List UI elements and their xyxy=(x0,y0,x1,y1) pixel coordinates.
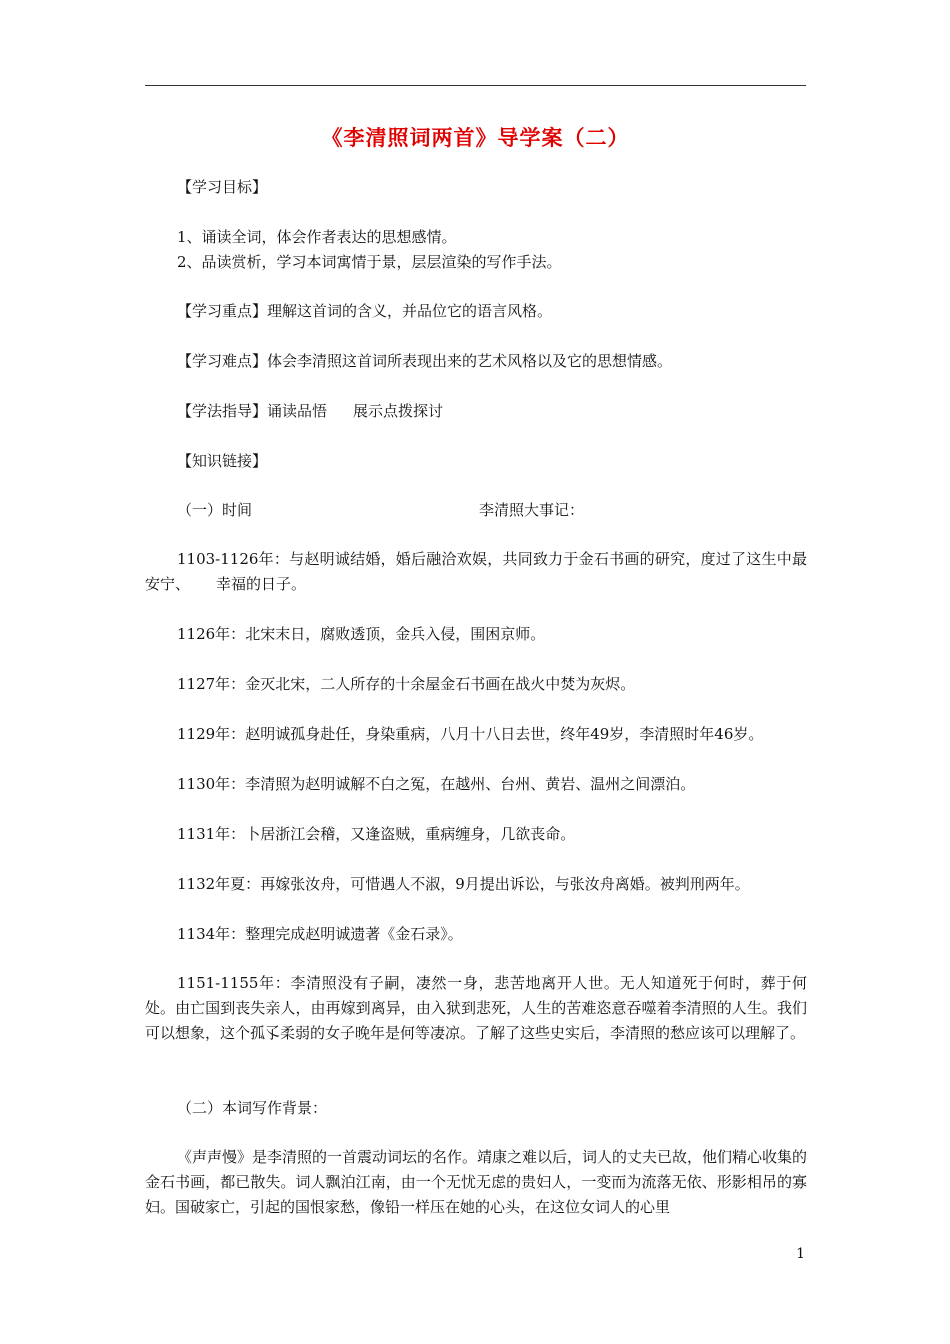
section1-label: （一）时间 xyxy=(177,501,253,519)
event-year: 1131年： xyxy=(177,825,246,843)
event-text-cont: 幸福的日子。 xyxy=(216,575,307,593)
method-label: 【学法指导】 xyxy=(177,402,268,420)
difficulty-line xyxy=(177,349,672,373)
method-part1: 诵读品悟 xyxy=(267,402,328,420)
event-year: 1151-1155年： xyxy=(177,974,291,992)
event-year: 1126年： xyxy=(177,625,246,643)
section2-label: （二）本词写作背景： xyxy=(177,1099,328,1117)
event-1129 xyxy=(145,722,807,747)
event-text: 卜居浙江会稽，又逢盗贼，重病缠身，几欲丧命。 xyxy=(245,825,576,843)
event-1134 xyxy=(145,922,807,947)
focus-label: 【学习重点】 xyxy=(177,302,268,320)
goal-item-2: 2、品读赏析，学习本词寓情于景，层层渲染的写作手法。 xyxy=(177,253,562,271)
knowledge-heading: 【知识链接】 xyxy=(177,452,268,470)
method-line xyxy=(177,399,443,423)
event-1126 xyxy=(145,622,807,647)
goals-heading: 【学习目标】 xyxy=(177,178,268,196)
event-year: 1132年夏： xyxy=(177,875,261,893)
event-year: 1134年： xyxy=(177,925,246,943)
event-year: 1129年： xyxy=(177,725,246,743)
event-text: 与赵明诚结婚，婚后融洽欢娱，共同致力于金石书画的研究，度过了这生中最安宁、 xyxy=(145,550,807,593)
page-number: 1 xyxy=(796,1246,805,1262)
event-1127 xyxy=(145,672,807,697)
difficulty-text: 体会李清照这首词所表现出来的艺术风格以及它的思想情感。 xyxy=(267,352,673,370)
event-year: 1127年： xyxy=(177,675,246,693)
event-text: 李清照没有子嗣，凄然一身，悲苦地离开人世。无人知道死于何时，葬于何处。由亡国到丧失亲人，由再嫁到离异，由入狱到悲死，人生的苦难恣意吞噬着李清照的人生。我们可以想象，这个孤孓柔弱的女子晚年是何等凄凉。了解了这些史实后，李清照的愁应该可以理解了。 xyxy=(145,974,807,1042)
background-paragraph: 《声声慢》是李清照的一首震动词坛的名作。靖康之难以后，词人的丈夫已故，他们精心收集的金石书画，都已散失。词人飘泊江南，由一个无忧无虑的贵妇人，一变而为流落无依、形影相吊的寡妇。国破家亡，引起的国恨家愁，像铅一样压在她的心头，在这位女词人的心里 xyxy=(145,1148,808,1216)
event-text: 李清照为赵明诚解不白之冤，在越州、台州、黄岩、温州之间漂泊。 xyxy=(245,775,696,793)
section1-title: 李清照大事记： xyxy=(479,501,585,519)
event-1132 xyxy=(145,872,807,897)
event-year: 1103-1126年： xyxy=(177,550,290,568)
header-rule xyxy=(145,85,806,86)
event-year: 1130年： xyxy=(177,775,246,793)
method-part2: 展示点拨探讨 xyxy=(353,402,444,420)
event-text: 北宋末日，腐败透顶，金兵入侵，围困京师。 xyxy=(245,625,546,643)
event-1103 xyxy=(145,547,807,597)
goal-item-1: 1、诵读全词，体会作者表达的思想感情。 xyxy=(177,228,457,246)
event-text-cont: 终年49岁，李清照时年46岁。 xyxy=(560,725,764,743)
event-text: 整理完成赵明诚遗著《金石录》。 xyxy=(245,925,463,943)
event-text: 再嫁张汝舟，可惜遇人不淑，9月提出诉讼，与张汝舟离婚。被判刑两年。 xyxy=(260,875,750,893)
event-text: 金灭北宋，二人所存的十余屋金石书画在战火中焚为灰烬。 xyxy=(245,675,636,693)
difficulty-label: 【学习难点】 xyxy=(177,352,268,370)
event-1130 xyxy=(145,772,807,797)
event-1151 xyxy=(145,971,807,1046)
event-1131 xyxy=(145,822,807,847)
page-title: 《李清照词两首》导学案（二） xyxy=(321,126,630,150)
focus-text: 理解这首词的含义，并品位它的语言风格。 xyxy=(267,302,553,320)
focus-line xyxy=(177,299,552,323)
section1-line xyxy=(177,498,584,522)
event-text: 赵明诚孤身赴任，身染重病，八月十八日去世， xyxy=(245,725,561,743)
